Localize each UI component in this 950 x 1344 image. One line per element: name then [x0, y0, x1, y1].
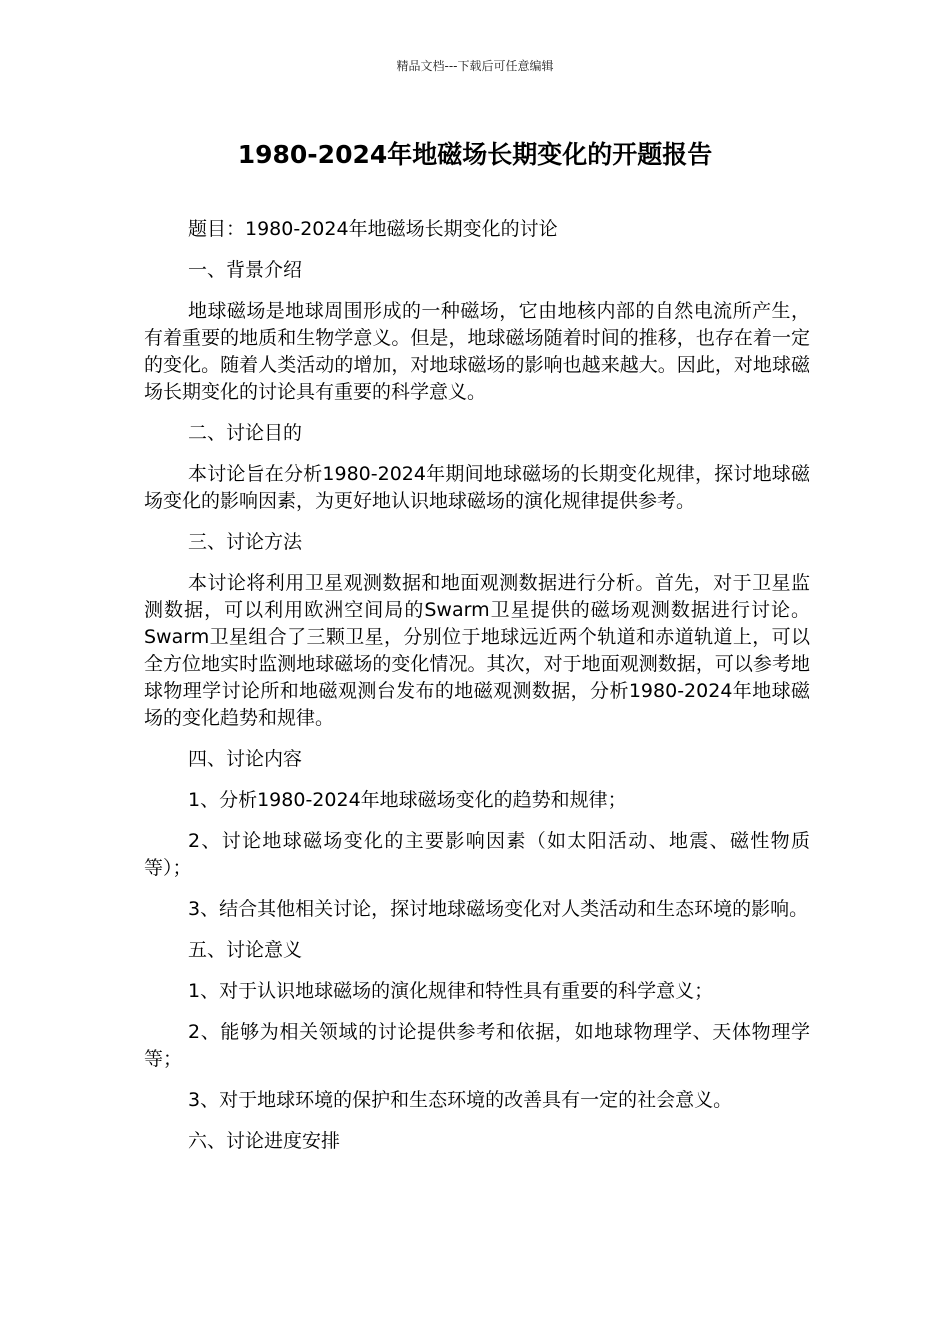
purpose-paragraph: 本讨论旨在分析1980-2024年期间地球磁场的长期变化规律，探讨地球磁场变化的影响因素，为更好地认识地球磁场的演化规律提供参考。 [144, 463, 810, 512]
content-item-1: 1、分析1980-2024年地球磁场变化的趋势和规律； [188, 789, 627, 811]
section-heading-method: 三、讨论方法 [188, 531, 303, 553]
section-heading-background: 一、背景介绍 [188, 259, 303, 281]
method-paragraph: 本讨论将利用卫星观测数据和地面观测数据进行分析。首先，对于卫星监测数据，可以利用欧洲空间局的Swarm卫星提供的磁场观测数据进行讨论。Swarm卫星组合了三颗卫星，分别位于地球远近两个轨道和赤道轨道上，可以全方位地实时监测地球磁场的变化情况。其次，对于地面观测数据，可以参考地球物理学讨论所和地磁观测台发布的地磁观测数据，分析1980-2024年地球磁场的变化趋势和规律。 [144, 572, 810, 729]
significance-item-3: 3、对于地球环境的保护和生态环境的改善具有一定的社会意义。 [188, 1089, 733, 1111]
section-heading-schedule: 六、讨论进度安排 [188, 1130, 341, 1152]
background-paragraph: 地球磁场是地球周围形成的一种磁场，它由地核内部的自然电流所产生，有着重要的地质和生物学意义。但是，地球磁场随着时间的推移，也存在着一定的变化。随着人类活动的增加，对地球磁场的影响也越来越大。因此，对地球磁场长期变化的讨论具有重要的科学意义。 [144, 300, 810, 403]
section-heading-purpose: 二、讨论目的 [188, 422, 303, 444]
document-title: 1980-2024年地磁场长期变化的开题报告 [237, 140, 713, 169]
content-item-2: 2、讨论地球磁场变化的主要影响因素（如太阳活动、地震、磁性物质等）； [144, 830, 810, 879]
section-heading-significance: 五、讨论意义 [188, 939, 303, 961]
topic-line: 题目：1980-2024年地磁场长期变化的讨论 [188, 218, 558, 240]
page-header: 精品文档---下载后可任意编辑 [396, 59, 554, 73]
section-heading-content: 四、讨论内容 [188, 748, 303, 770]
significance-item-1: 1、对于认识地球磁场的演化规律和特性具有重要的科学意义； [188, 980, 714, 1002]
content-item-3: 3、结合其他相关讨论，探讨地球磁场变化对人类活动和生态环境的影响。 [188, 898, 809, 920]
significance-item-2: 2、能够为相关领域的讨论提供参考和依据，如地球物理学、天体物理学等； [144, 1021, 810, 1070]
document-body [144, 216, 810, 1169]
